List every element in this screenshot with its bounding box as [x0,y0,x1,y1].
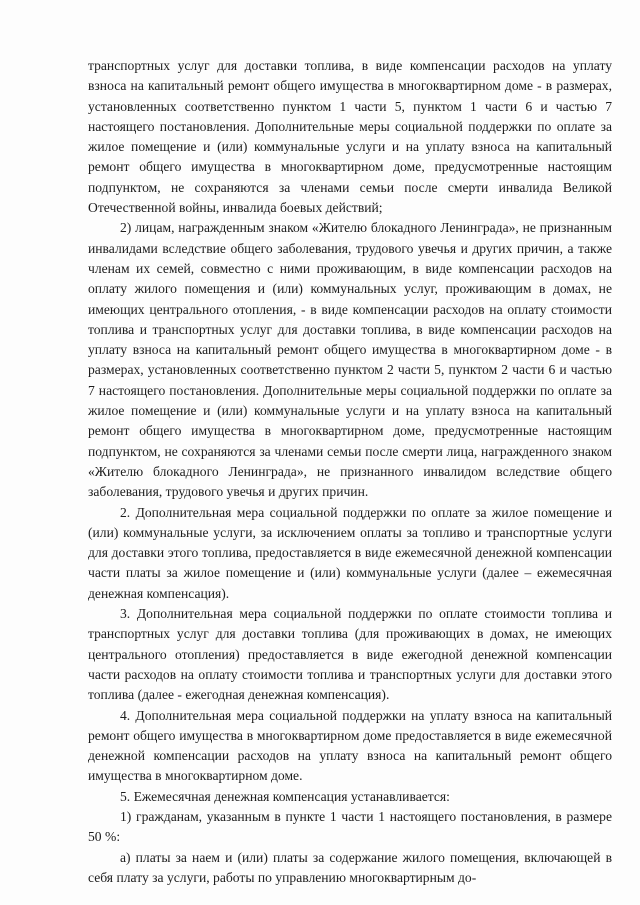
document-body [88,56,612,888]
paragraph-clause-4: 4. Дополнительная мера социальной поддержки на уплату взноса на капитальный ремонт общего имущества в многоквартирном доме предоставляется в виде ежемесячной денежной компенсации расходов на уплату взноса на капитальный ремонт общего имущества в многоквартирном доме. [88,707,612,784]
paragraph-clause-3: 3. Дополнительная мера социальной поддержки по оплате стоимости топлива и транспортных услуг для доставки топлива (для проживающих в домах, не имеющих центрального отопления) предоставляется в виде ежегодной денежной компенсации части расходов на оплату стоимости топлива и транспортных услуги для доставки этого топлива (далее - ежегодная денежная компенсация). [88,606,612,703]
paragraph-continuation: транспортных услуг для доставки топлива, в виде компенсации расходов на уплату взноса на капитальный ремонт общего имущества в многоквартирном доме - в размерах, установленных соответственно пунктом 1 части 5, пунктом 1 части 6 и частью 7 настоящего постановления. Дополнительные меры социальной поддержки по оплате за жилое помещение и (или) коммунальные услуги и на уплату взноса на капитальный ремонт общего имущества в многоквартирном доме, предусмотренные настоящим подпунктом, не сохраняются за членами семьи после смерти инвалида Великой Отечественной войны, инвалида боевых действий; [88,58,612,216]
paragraph-subitem-a: а) платы за наем и (или) платы за содержание жилого помещения, включающей в себя плату за услуги, работы по управлению многоквартирным до- [88,849,612,885]
paragraph-clause-2: 2. Дополнительная мера социальной поддержки по оплате за жилое помещение и (или) коммунальные услуги, за исключением оплаты за топливо и транспортные услуги для доставки этого топлива, предоставляется в виде ежемесячной денежной компенсации части платы за жилое помещение и (или) коммунальные услуги (далее – ежемесячная денежная компенсация). [88,504,612,601]
paragraph-subitem-1: 1) гражданам, указанным в пункте 1 части 1 настоящего постановления, в размере 50 %: [88,808,612,845]
paragraph-clause-5: 5. Ежемесячная денежная компенсация устанавливается: [120,788,450,804]
paragraph-subitem-2: 2) лицам, награжденным знаком «Жителю блокадного Ленинграда», не признанным инвалидами вследствие общего заболевания, трудового увечья и других причин, а также членам их семей, совместно с ними проживающим, в виде компенсации расходов на оплату жилого помещения и (или) коммунальных услуг, проживающим в домах, не имеющих центрального отопления, - в виде компенсации расходов на оплату стоимости топлива и транспортных услуг для доставки топлива, в виде компенсации расходов на уплату взноса на капитальный ремонт общего имущества в многоквартирном доме - в размерах, установленных соответственно пунктом 2 части 5, пунктом 2 части 6 и частью 7 настоящего постановления. Дополнительные меры социальной поддержки по оплате за жилое помещение и (или) коммунальные услуги и на уплату взноса на капитальный ремонт общего имущества в многоквартирном доме, предусмотренные настоящим подпунктом, не сохраняются за членами семьи после смерти лица, награжденного знаком «Жителю блокадного Ленинграда», не признанного инвалидом вследствие общего заболевания, трудового увечья и других причин. [88,220,612,500]
